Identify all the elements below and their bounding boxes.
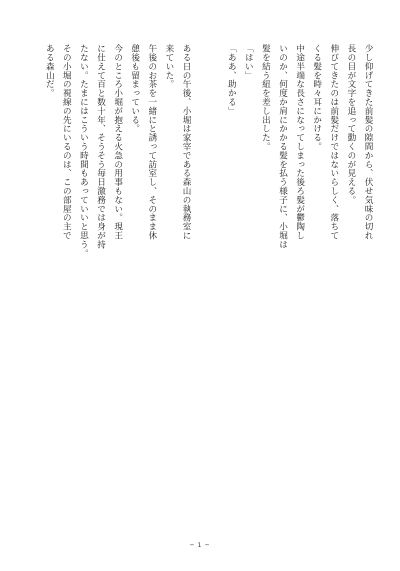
text-column-left: ある日の午後、小堀は家宰である森山の執務室に 来ていた。 午後のお茶を一緒にと誘って訪室し、そのまま休 憩後も留まっている。 今のところ小堀が抱える火急の用事もない。現王 に仕えて百と数十年、そうそう毎日激務では身が持 たない。たまにはこういう時間もあっていいと思う。 その小堀の視線の先にいるのは、この部屋の主で ある森山だ。: [44, 44, 191, 258]
page-number: ─ 1 ─: [190, 542, 210, 549]
text-column-right: 少し仰げてきた前髪の隙間から、伏せ気味の切れ 長の目が文字を追って動くのが見える。 伸びてきたのは前髪だけではないらしく、落ちて くる髪を時々耳にかける。 中途半端な長さになってしまった後ろ髪が鬱陶し いのか、何度か肩にかかる髪を払う様子に、小堀は 髪を結う紐を差し出した。 「はい」 「ああ、助かる」: [226, 44, 373, 249]
